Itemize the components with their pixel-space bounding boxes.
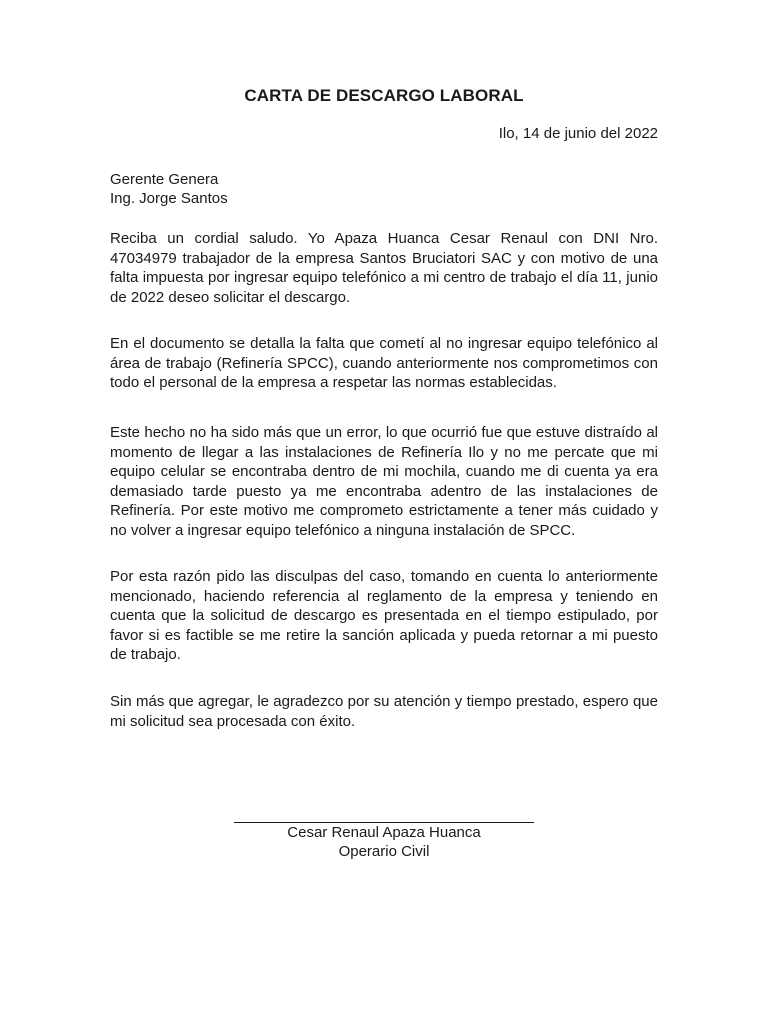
paragraph-greeting: Reciba un cordial saludo. Yo Apaza Huanca Cesar Renaul con DNI Nro. 47034979 trabajador de la empresa Santos Bruciatori SAC y con motivo de una falta impuesta por ingresar equipo telefónico a mi centro de trabajo el día 11, junio de 2022 deseo solicitar el descargo. — [110, 230, 658, 306]
recipient-block — [110, 170, 228, 208]
signature-role: Operario Civil — [338, 843, 430, 860]
signature-block — [0, 808, 768, 861]
paragraph-detail: En el documento se detalla la falta que cometí al no ingresar equipo telefónico al área de trabajo (Refinería SPCC), cuando anteriormente nos comprometimos con todo el personal de la empresa a respetar las normas establecidas. — [110, 335, 658, 392]
paragraph-explanation: Este hecho no ha sido más que un error, lo que ocurrió fue que estuve distraído al momento de llegar a las instalaciones de Refinería Ilo y no me percate que mi equipo celular se encontraba dentro de mi mochila, cuando me di cuenta ya era demasiado tarde puesto ya me encontraba adentro de las instalaciones de Refinería. Por este motivo me comprometo estrictamente a tener más cuidado y no volver a ingresar equipo telefónico a ninguna instalación de SPCC. — [110, 424, 658, 539]
recipient-name: Ing. Jorge Santos — [110, 190, 228, 207]
letter-title: CARTA DE DESCARGO LABORAL — [244, 86, 524, 105]
paragraph-request: Por esta razón pido las disculpas del caso, tomando en cuenta lo anteriormente mencionado, haciendo referencia al reglamento de la empresa y teniendo en cuenta que la solicitud de descargo es presentada en el tiempo estipulado, por favor si es factible se me retire la sanción aplicada y pueda retornar a mi puesto de trabajo. — [110, 568, 658, 664]
signature-line — [234, 808, 534, 823]
signature-name: Cesar Renaul Apaza Huanca — [287, 824, 481, 841]
recipient-position: Gerente Genera — [110, 171, 219, 188]
paragraph-closing: Sin más que agregar, le agradezco por su atención y tiempo prestado, espero que mi solicitud sea procesada con éxito. — [110, 693, 658, 730]
letter-date: Ilo, 14 de junio del 2022 — [498, 125, 658, 142]
